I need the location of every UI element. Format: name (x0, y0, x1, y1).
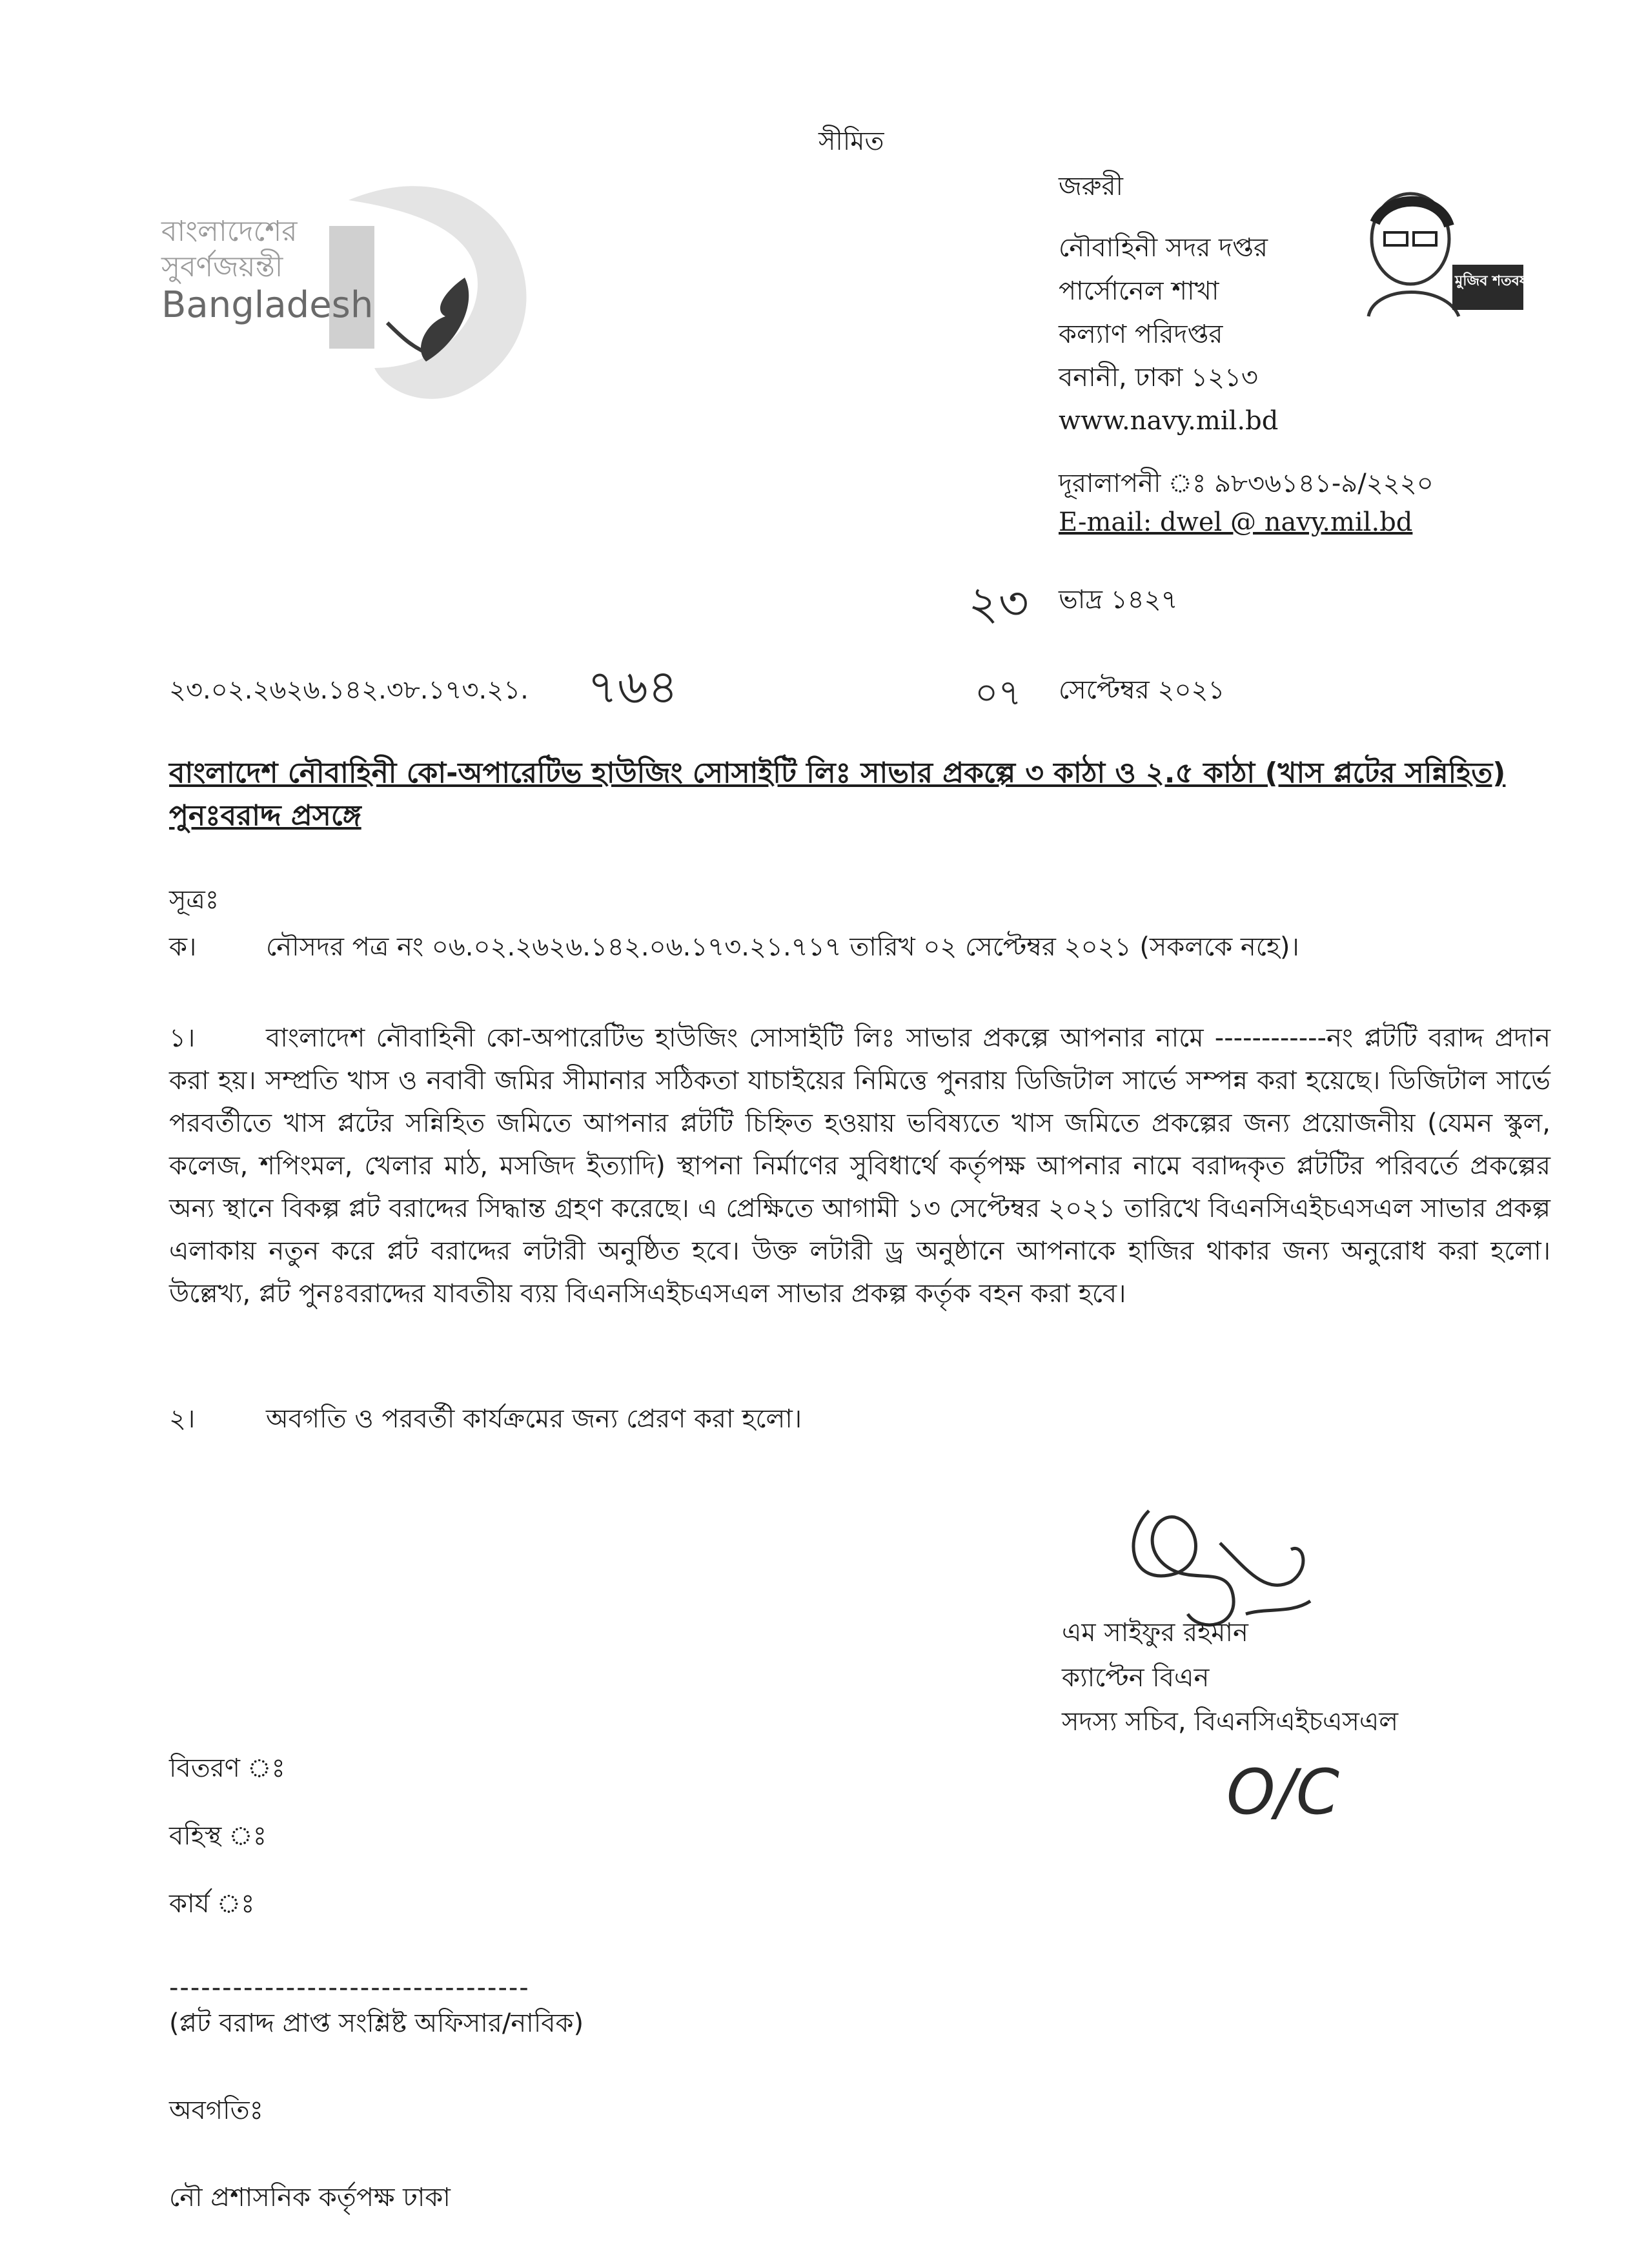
mujib-logo-text: মুজিব শতবর্ষ (1455, 273, 1527, 289)
signatory-name: এম সাইফুর রহমান (1062, 1618, 1248, 1648)
paragraph-1-number: ১। (169, 1023, 196, 1053)
portrait-icon (1356, 187, 1549, 316)
reference-label: সূত্রঃ (169, 885, 219, 915)
bangla-date-day: ২৩ (968, 576, 1029, 630)
handwritten-initials: O/C (1226, 1756, 1339, 1828)
signatory-designation: সদস্য সচিব, বিএনসিএইচএসএল (1062, 1707, 1399, 1737)
memo-number-handwritten: ৭৬৪ (587, 660, 678, 714)
office-phone: দূরালাপনী ঃ ৯৮৩৬১৪১-৯/২২২০ (1059, 469, 1434, 498)
logo-text-bangla-1: বাংলাদেশের (161, 215, 298, 248)
reference-item (169, 926, 1299, 970)
office-line-3: কল্যাণ পরিদপ্তর (1059, 320, 1223, 349)
memo-number: ২৩.০২.২৬২৬.১৪২.৩৮.১৭৩.২১. (169, 675, 529, 705)
subject-line-2: পুনঃবরাদ্দ প্রসঙ্গে (169, 799, 361, 832)
subject-heading (169, 752, 1550, 837)
reference-item-text: নৌসদর পত্র নং ০৬.০২.২৬২৬.১৪২.০৬.১৭৩.২১.৭১৭ তারিখ ০২ সেপ্টেম্বর ২০২১ (সকলকে নহে)। (266, 932, 1299, 962)
english-date-day: ০৭ (975, 672, 1022, 714)
logo-text-english: Bangladesh (161, 284, 374, 326)
body-paragraph-1 (169, 1017, 1550, 1315)
signatory-rank: ক্যাপ্টেন বিএন (1062, 1663, 1210, 1693)
reference-item-number: ক। (169, 932, 197, 962)
distribution-dashes: ---------------------------------- (169, 1973, 530, 2003)
priority-label: জরুরী (1059, 172, 1123, 201)
paragraph-2-text: অবগতি ও পরবর্তী কার্যক্রমের জন্য প্রেরণ করা হলো। (266, 1404, 802, 1434)
action-label: কার্য ঃ (169, 1889, 255, 1919)
info-recipient: নৌ প্রশাসনিক কর্তৃপক্ষ ঢাকা (169, 2183, 451, 2212)
office-line-4: বনানী, ঢাকা ১২১৩ (1059, 363, 1258, 393)
logo-text-bangla-2: সুবর্ণজয়ন্তী (161, 250, 283, 283)
body-paragraph-2 (169, 1398, 1550, 1440)
distribution-label: বিতরণ ঃ (169, 1753, 285, 1783)
office-line-2: পার্সোনেল শাখা (1059, 276, 1219, 306)
paragraph-2-number: ২। (169, 1404, 196, 1434)
classification-label: সীমিত (818, 127, 884, 156)
office-website: www.navy.mil.bd (1059, 406, 1279, 436)
subject-line-1: বাংলাদেশ নৌবাহিনী কো-অপারেটিভ হাউজিং সোসাইটি লিঃ সাভার প্রকল্পে ৩ কাঠা ও ২.৫ কাঠা (খাস প্লটের সন্নিহিত) (169, 757, 1506, 790)
golden-jubilee-logo (155, 174, 555, 407)
external-label: বহিস্থ ঃ (169, 1821, 267, 1851)
distribution-recipient: (প্লট বরাদ্দ প্রাপ্ত সংশ্লিষ্ট অফিসার/নাবিক) (169, 2008, 584, 2038)
office-line-1: নৌবাহিনী সদর দপ্তর (1059, 233, 1268, 263)
mujib-centenary-logo (1356, 187, 1549, 316)
english-date-rest: সেপ্টেম্বর ২০২১ (1059, 675, 1225, 705)
bangla-date-rest: ভাদ্র ১৪২৭ (1059, 585, 1178, 615)
office-email: E-mail: dwel @ navy.mil.bd (1059, 507, 1413, 537)
info-label: অবগতিঃ (169, 2096, 263, 2125)
paragraph-1-text: বাংলাদেশ নৌবাহিনী কো-অপারেটিভ হাউজিং সোসাইটি লিঃ সাভার প্রকল্পে আপনার নামে ------------নং প্লটটি বরাদ্দ প্রদান করা হয়। সম্প্রতি খাস ও নবাবী জমির সীমানার সঠিকতা যাচাইয়ের নিমিত্তে পুনরায় ডিজিটাল সার্ভে সম্পন্ন করা হয়েছে। ডিজিটাল সার্ভে পরবর্তীতে খাস প্লটের সন্নিহিত জমিতে আপনার প্লটটি চিহ্নিত হওয়ায় ভবিষ্যতে খাস জমিতে প্রকল্পের জন্য প্রয়োজনীয় (যেমন স্কুল, কলেজ, শপিংমল, খেলার মাঠ, মসজিদ ইত্যাদি) স্থাপনা নির্মাণের সুবিধার্থে কর্তৃপক্ষ আপনার নামে বরাদ্দকৃত প্লটটির পরিবর্তে প্রকল্পের অন্য স্থানে বিকল্প প্লট বরাদ্দের সিদ্ধান্ত গ্রহণ করেছে। এ প্রেক্ষিতে আগামী ১৩ সেপ্টেম্বর ২০২১ তারিখে বিএনসিএইচএসএল সাভার প্রকল্প এলাকায় নতুন করে প্লট বরাদ্দের লটারী অনুষ্ঠিত হবে। উক্ত লটারী ড্র অনুষ্ঠানে আপনাকে হাজির থাকার জন্য অনুরোধ করা হলো। উল্লেখ্য, প্লট পুনঃবরাদ্দের যাবতীয় ব্যয় বিএনসিএইচএসএল সাভার প্রকল্প কর্তৃক বহন করা হবে। (169, 1023, 1550, 1309)
